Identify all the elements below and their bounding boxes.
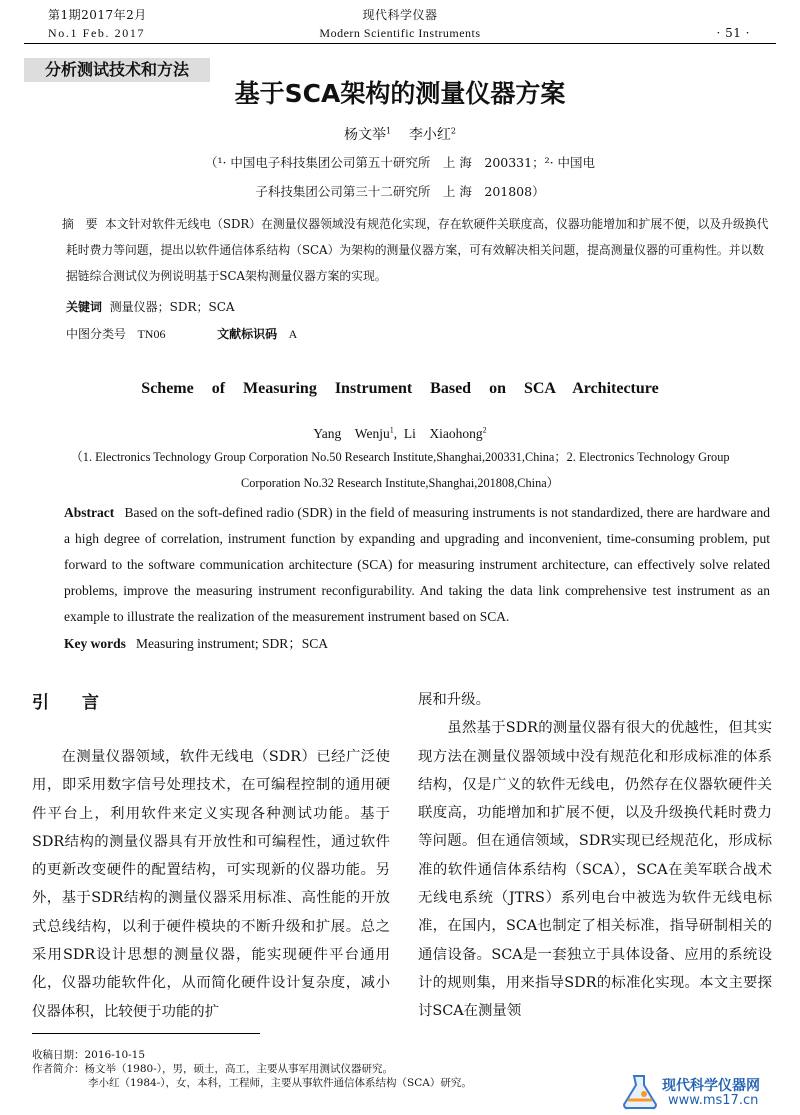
abstract-cn-text: 本文针对软件无线电（SDR）在测量仪器领域没有规范化实现，存在软硬件关联度高，仪器功能增加和扩展不便，以及升级换代耗时费力等问题，提出以软件通信体系结构（SCA）为架构的测量仪器方案，可有效解决相关问题，提高测量仪器的可重构性。并以数据链综合测试仪为例说明基于SCA架构测量仪器方案的实现。 xyxy=(66,217,769,283)
abstract-en-label: Abstract xyxy=(64,505,115,520)
watermark-logo xyxy=(620,1074,790,1110)
keywords-en-label: Key words xyxy=(64,636,126,651)
author-en-2: Li Xiaohong xyxy=(403,426,483,441)
body-right-p2-wrap xyxy=(418,714,772,1025)
clc-value: TN06 xyxy=(137,327,166,341)
journal-cn: 现代科学仪器 xyxy=(362,8,438,22)
footnote-bio2: 李小红（1984-），女，本科，工程师，主要从事软件通信体系结构（SCA）研究。 xyxy=(88,1077,472,1089)
watermark-url: www.ms17.cn xyxy=(668,1093,759,1108)
doc-value: A xyxy=(288,327,298,341)
issue-en: No.1 Feb. 2017 xyxy=(48,26,146,40)
affiliation-en-line1: （1. Electronics Technology Group Corporation No.50 Research Institute,Shanghai,200331,China；2. Electronics Technology Group xyxy=(70,450,730,464)
body-right-p2: 虽然基于SDR的测量仪器有很大的优越性，但其实现方法在测量仪器领域中没有规范化和形成标准的体系结构，仅是广义的软件无线电，仍然存在仪器软硬件关联度高，功能增加和扩展不便，以及升级换代耗时费力等问题。但在通信领域，SDR实现已经规范化，形成标准的软件通信体系结构（SCA），SCA在美军联合战术无线电系统（JTRS）系列电台中被选为软件无线电标准，在国内，SCA也制定了相关标准，指导研制相关的通信设备。SCA是一套独立于具体设备、应用的系统设计的规则集，用来指导SDR的标准化实现。本文主要探讨SCA在测量领 xyxy=(418,720,772,1020)
classification xyxy=(66,325,297,342)
abstract-en-text: Based on the soft-defined radio (SDR) in the field of measuring instruments is not standardized, there are hardware and a high degree of correlation, instrument function by expanding and upgrading and inconvenient, time-consuming problem, put forward to the software communication architecture (SCA) for measuring instrument architecture, can effectively solve related problems, improve the measuring instrument reconfigurability. And taking the data link comprehensive test instrument as an example to illustrate the realization of the measurement instrument based on SCA. xyxy=(64,505,770,624)
page-title: 基于SCA架构的测量仪器方案 xyxy=(234,79,566,108)
authors-cn: 杨文举$^1$ 李小红$^2$ xyxy=(344,126,456,143)
body-right-p1: 展和升级。 xyxy=(418,692,490,708)
title-en: Scheme of Measuring Instrument Based on SCA Architecture xyxy=(141,380,659,397)
author-2: 李小红 xyxy=(408,127,451,143)
keywords-cn-text: 测量仪器；SDR；SCA xyxy=(109,300,235,314)
keywords-cn-label: 关键词 xyxy=(66,300,103,314)
doc-label: 文献标识码 xyxy=(217,327,278,341)
header-rule xyxy=(24,43,776,44)
authors-en: Yang Wenju$^1$, Li Xiaohong$^2$ xyxy=(313,425,487,441)
affiliation-en-line2: Corporation No.32 Research Institute,Shanghai,201808,China） xyxy=(241,476,559,490)
footnote-bio1: 作者简介：杨文举（1980-），男，硕士，高工，主要从事军用测试仪器研究。 xyxy=(32,1063,394,1075)
author-en-1: Yang Wenju xyxy=(313,426,390,441)
keywords-en xyxy=(64,632,328,652)
body-left-text: 在测量仪器领域，软件无线电（SDR）已经广泛使用，即采用数字信号处理技术，在可编程控制的通用硬件平台上，利用软件来定义实现各种测试功能。基于SDR结构的测量仪器具有开放性和可编程性，通过软件的更新改变硬件的配置结构，可实现新的仪器功能。另外，基于SDR结构的测量仪器采用标准、高性能的开放式总线结构，以利于硬件模块的不断升级和扩展。总之采用SDR设计思想的测量仪器，能实现硬件平台通用化，仪器功能软件化，从而简化硬件设计复杂度，减小仪器体积，比较便于功能的扩 xyxy=(32,749,390,1020)
abstract-cn-label: 摘 要 xyxy=(62,217,98,231)
watermark-name: 现代科学仪器网 xyxy=(662,1078,760,1094)
abstract-en xyxy=(64,500,770,630)
lab-flask-icon xyxy=(620,1074,660,1110)
body-left-column xyxy=(32,743,390,1026)
clc-label: 中图分类号 xyxy=(66,327,127,341)
page-number: · 51 · xyxy=(716,26,750,40)
keywords-cn xyxy=(66,298,235,315)
footnote-rule xyxy=(32,1033,260,1034)
footnote-received: 收稿日期：2016-10-15 xyxy=(32,1049,146,1061)
affiliation-cn-line2: 子科技集团公司第三十二研究所 上 海 201808） xyxy=(255,184,545,199)
intro-heading: 引 言 xyxy=(32,693,107,713)
section-tag: 分析测试技术和方法 xyxy=(24,58,210,82)
issue-cn: 第1期2017年2月 xyxy=(48,8,147,22)
author-1: 杨文举 xyxy=(344,127,386,143)
affiliation-cn-line1: （¹· 中国电子科技集团公司第五十研究所 上 海 200331；²· 中国电 xyxy=(204,155,596,170)
abstract-cn xyxy=(62,211,770,289)
journal-en: Modern Scientific Instruments xyxy=(319,26,481,40)
keywords-en-text: Measuring instrument; SDR；SCA xyxy=(136,636,329,651)
body-right-column xyxy=(418,686,772,1026)
